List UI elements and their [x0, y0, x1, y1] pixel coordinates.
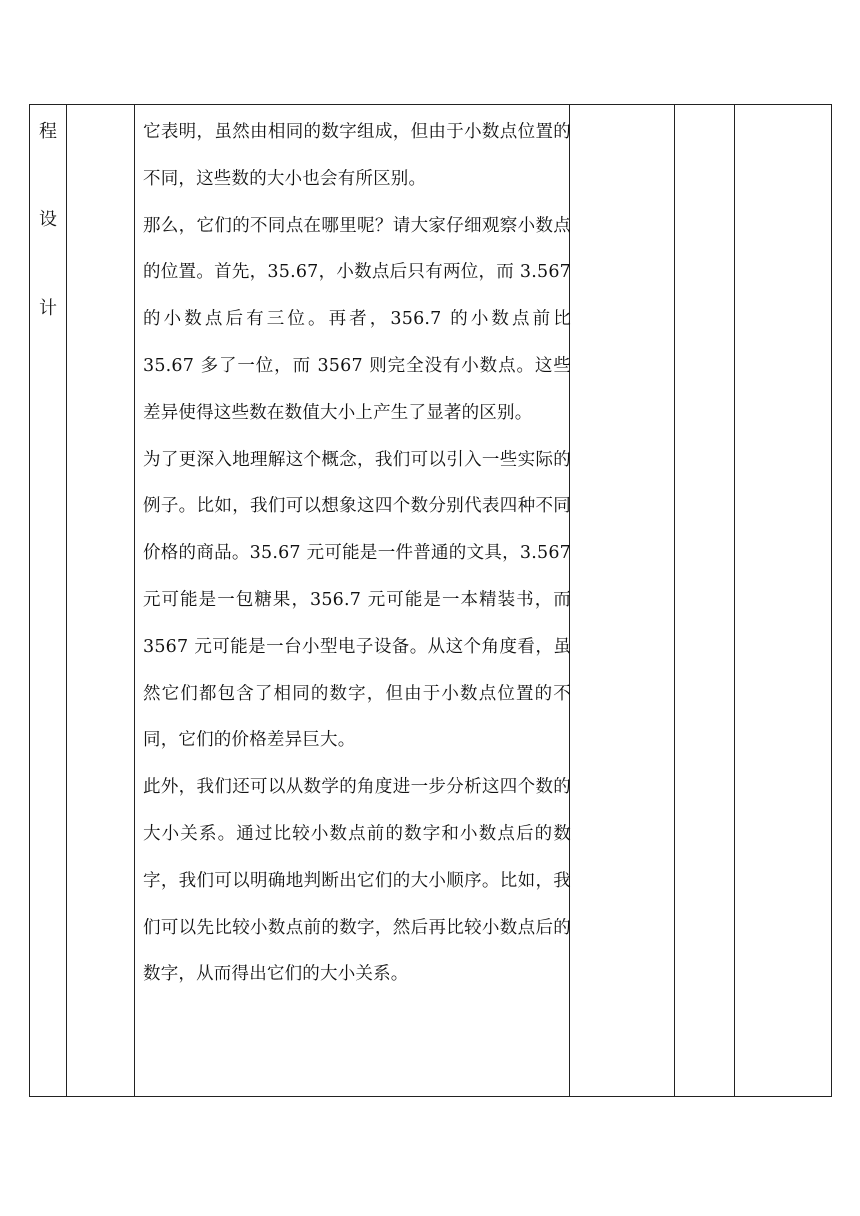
paragraph: 此外，我们还可以从数学的角度进一步分析这四个数的大小关系。通过比较小数点前的数字和小数点后的数字，我们可以明确地判断出它们的大小顺序。比如，我们可以先比较小数点前的数字，然后再比较小数点后的数字，从而得出它们的大小关系。: [143, 777, 571, 985]
column-divider: [734, 105, 735, 1096]
lesson-plan-table: [29, 104, 832, 1097]
column-divider: [674, 105, 675, 1096]
column-divider: [134, 105, 135, 1096]
paragraph: 那么，它们的不同点在哪里呢？请大家仔细观察小数点的位置。首先，35.67，小数点后只有两位，而 3.567 的小数点后有三位。再者，356.7 的小数点前比 35.67 多了一位，而 3567 则完全没有小数点。这些差异使得这些数在数值大小上产生了显著的区别。: [143, 215, 571, 423]
paragraph: 它表明，虽然由相同的数字组成，但由于小数点位置的不同，这些数的大小也会有所区别。: [143, 122, 571, 189]
paragraph: 为了更深入地理解这个概念，我们可以引入一些实际的例子。比如，我们可以想象这四个数分别代表四种不同价格的商品。35.67 元可能是一件普通的文具，3.567 元可能是一包糖果，356.7 元可能是一本精装书，而 3567 元可能是一台小型电子设备。从这个角度看，虽然它们都包含了相同的数字，但由于小数点位置的不同，它们的价格差异巨大。: [143, 449, 571, 751]
section-label-char: 计: [39, 298, 57, 319]
lesson-content: [143, 109, 571, 998]
section-label-char: 程: [39, 121, 57, 142]
column-divider: [66, 105, 67, 1096]
section-label-char: 设: [39, 209, 57, 230]
